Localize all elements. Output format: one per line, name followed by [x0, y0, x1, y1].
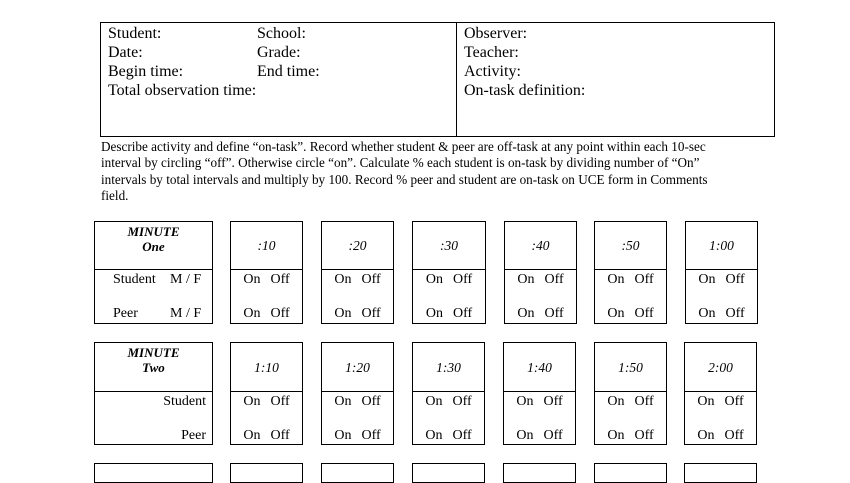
interval-label: 1:00	[709, 238, 734, 253]
interval-box	[412, 463, 485, 483]
total-time-field-label[interactable]: Total observation time:	[108, 82, 257, 99]
interval-box	[412, 221, 486, 324]
instructions-line: intervals by total intervals and multiply by 100. Record % peer and student are on-task on UCE form in Comments	[101, 171, 708, 187]
student-on-off-choice[interactable]: On Off	[334, 272, 381, 287]
interval-box	[594, 463, 667, 483]
peer-on-off-choice[interactable]: On Off	[334, 306, 381, 321]
begin-time-field-label[interactable]: Begin time:	[108, 63, 184, 80]
peer-on-off-choice[interactable]: On Off	[698, 306, 745, 321]
minute-one-subtitle: One	[142, 239, 165, 254]
peer-on-off-choice[interactable]: On Off	[607, 428, 654, 443]
minute-three-label-box	[94, 463, 213, 483]
interval-label: :40	[531, 238, 550, 253]
interval-label: 1:40	[527, 360, 552, 375]
student-on-off-choice[interactable]: On Off	[334, 394, 381, 409]
student-gender-select[interactable]: M / F	[170, 272, 202, 287]
student-on-off-choice[interactable]: On Off	[425, 272, 473, 287]
grade-field-label[interactable]: Grade:	[257, 44, 301, 61]
interval-label: :50	[621, 238, 640, 253]
peer-on-off-choice[interactable]: On Off	[425, 428, 472, 443]
student-on-off-choice[interactable]: On Off	[698, 272, 745, 287]
info-box-divider	[456, 23, 457, 136]
peer-on-off-choice[interactable]: On Off	[516, 428, 563, 443]
interval-label: :30	[440, 238, 458, 253]
student-field-label[interactable]: Student:	[108, 25, 162, 42]
student-on-off-choice[interactable]: On Off	[607, 272, 654, 287]
instructions-line: Describe activity and define “on-task”. Record whether student & peer are off-task at any point within each 10-sec	[101, 139, 706, 154]
minute-two-label-box	[94, 342, 213, 445]
peer-gender-select[interactable]: M / F	[170, 306, 202, 321]
interval-label: 1:30	[436, 360, 461, 375]
student-on-off-choice[interactable]: On Off	[516, 394, 563, 409]
peer-on-off-choice[interactable]: On Off	[697, 428, 744, 443]
observation-info-box	[100, 22, 775, 137]
minute-one-label-box	[94, 221, 213, 324]
interval-box	[230, 342, 303, 445]
peer-on-off-choice[interactable]: On Off	[243, 428, 290, 443]
interval-box	[594, 221, 667, 324]
instructions-paragraph	[101, 139, 761, 204]
peer-on-off-choice[interactable]: On Off	[334, 428, 381, 443]
interval-box	[321, 342, 394, 445]
instructions-line: interval by circling “off”. Otherwise circle “on”. Calculate % each student is on-task by dividing number of “On”	[101, 155, 700, 171]
interval-box	[503, 463, 576, 483]
student-on-off-choice[interactable]: On Off	[517, 272, 564, 287]
peer-row-label: Peer	[181, 428, 206, 443]
interval-box	[684, 463, 757, 483]
instructions-line: field.	[101, 187, 129, 203]
interval-label: :20	[348, 238, 367, 253]
interval-box	[412, 342, 485, 445]
end-time-field-label[interactable]: End time:	[257, 63, 320, 80]
interval-label: 2:00	[708, 360, 733, 375]
student-on-off-choice[interactable]: On Off	[607, 394, 654, 409]
student-on-off-choice[interactable]: On Off	[243, 394, 290, 409]
interval-box	[321, 221, 394, 324]
interval-box	[504, 221, 577, 324]
activity-field-label[interactable]: Activity:	[464, 63, 521, 80]
interval-label: 1:50	[618, 360, 643, 375]
interval-box	[684, 342, 757, 445]
minute-two-subtitle: Two	[142, 360, 165, 375]
observer-field-label[interactable]: Observer:	[464, 25, 528, 42]
peer-on-off-choice[interactable]: On Off	[425, 306, 473, 321]
school-field-label[interactable]: School:	[257, 25, 306, 42]
student-on-off-choice[interactable]: On Off	[697, 394, 744, 409]
peer-row-label: Peer	[113, 306, 138, 321]
student-row-label: Student	[113, 272, 156, 287]
minute-one-title: MINUTE	[127, 224, 180, 239]
interval-label: 1:10	[254, 360, 279, 375]
teacher-field-label[interactable]: Teacher:	[464, 44, 519, 61]
date-field-label[interactable]: Date:	[108, 44, 143, 61]
interval-box	[321, 463, 394, 483]
interval-label: :10	[257, 238, 276, 253]
peer-on-off-choice[interactable]: On Off	[243, 306, 290, 321]
peer-on-off-choice[interactable]: On Off	[607, 306, 654, 321]
student-row-label: Student	[163, 394, 206, 409]
interval-box	[503, 342, 576, 445]
interval-box	[685, 221, 758, 324]
interval-box	[230, 463, 303, 483]
student-on-off-choice[interactable]: On Off	[425, 394, 472, 409]
interval-box	[594, 342, 667, 445]
interval-box	[230, 221, 303, 324]
interval-label: 1:20	[345, 360, 370, 375]
peer-on-off-choice[interactable]: On Off	[517, 306, 564, 321]
on-task-definition-field-label[interactable]: On-task definition:	[464, 82, 586, 99]
minute-two-title: MINUTE	[127, 345, 180, 360]
student-on-off-choice[interactable]: On Off	[243, 272, 290, 287]
